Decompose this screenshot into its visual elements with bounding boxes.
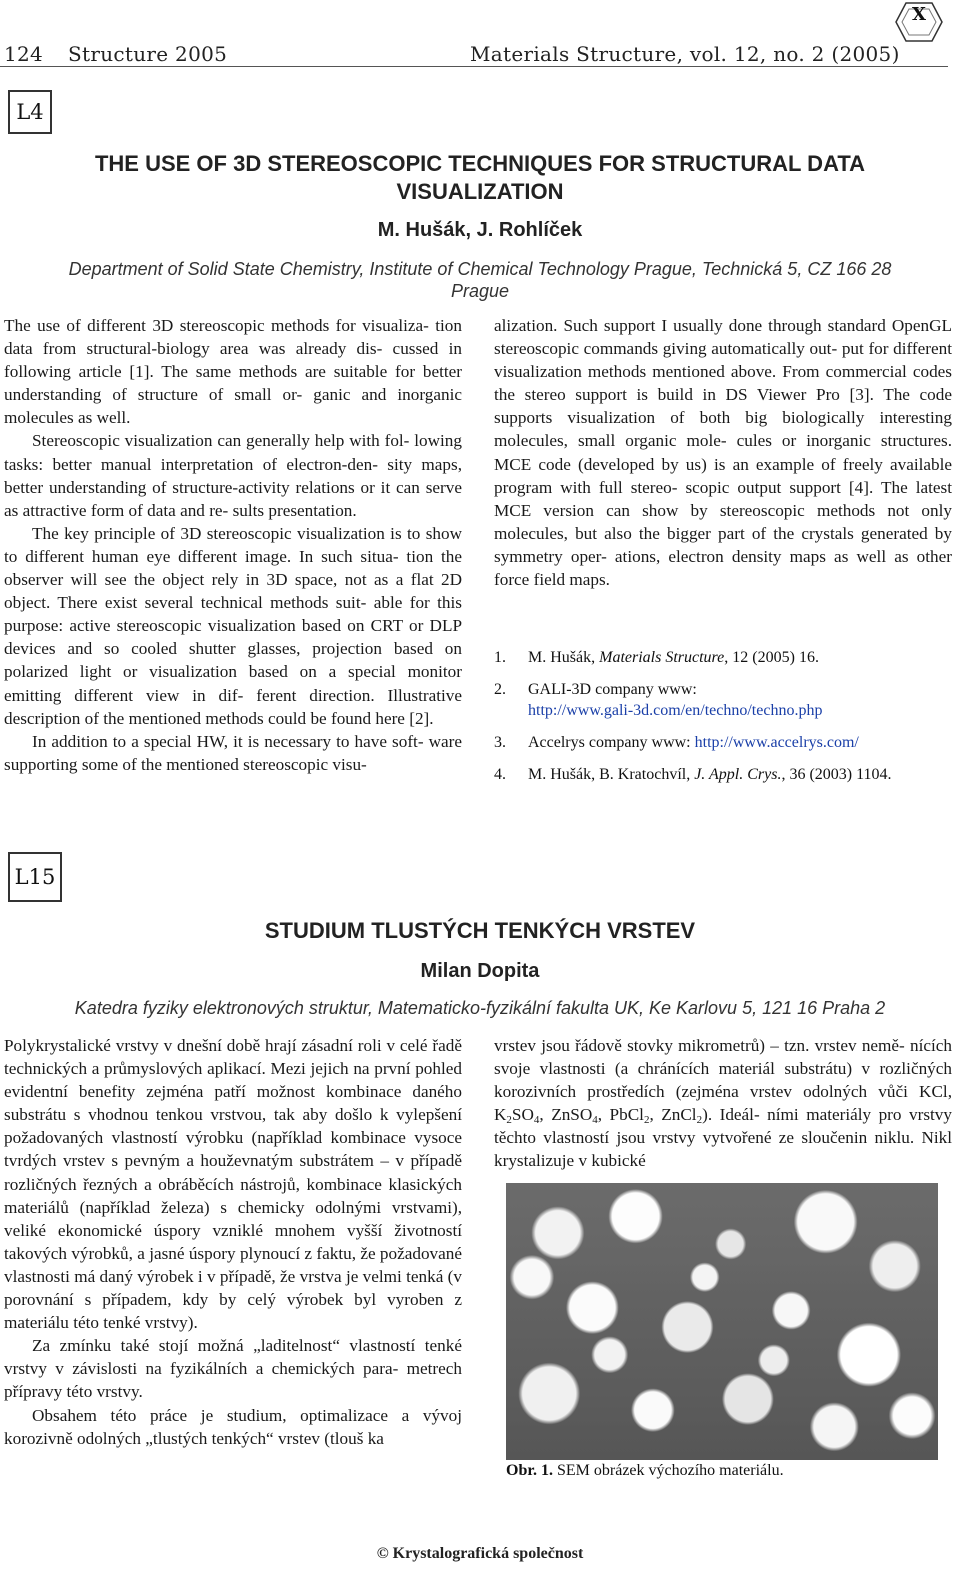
reference-link[interactable]: http://www.accelrys.com/	[694, 734, 859, 751]
reference-item	[494, 679, 952, 721]
reference-text: GALI-3D company www:	[528, 681, 697, 698]
paragraph: alization. Such support I usually done through standard OpenGL stereoscopic commands giving automatically out- put for different visualization methods mentioned above. From commercial codes the stereo support is build in DS Viewer Pro [3]. The code supports visualization of both big biologically interesting molecules, small organic mole- cules or inorganic structures. MCE code (developed by us) is an example of freely available program with full stereo- scopic output support [4]. The latest MCE version can show by stereoscopic methods not only molecules, but also the bigger part of the crystals generated by symmetry oper- ations, electron density maps as well as other force field maps.	[494, 316, 952, 590]
reference-journal: Materials Structure	[599, 649, 725, 666]
reference-list	[494, 647, 952, 796]
formula-text: , ZnCl	[649, 1105, 697, 1125]
article-authors: Milan Dopita	[420, 960, 540, 982]
conference-name: Structure 2005	[68, 42, 228, 66]
reference-text: Accelrys company www:	[528, 734, 695, 751]
article-left-column	[4, 1034, 462, 1450]
reference-item	[494, 764, 952, 785]
paragraph: Polykrystalické vrstvy v dnešní době hrají zásadní roli v celé řadě technických a průmyslových aplikací. Mezi jejich na první pohled evidentní benefity zejména patří možnost kombinace daného substrátu s vhodnou tenkou vrstvou, tak aby došlo k vylepšení požadovaných vlastností výrobku (například kombinace vysoce tvrdých vrstev s pevným a houževnatým substrátem – v případě rozličných řezných a obráběcích nástrojů, kombinace klasických materiálů (například železa) s chemicky odolnými vrstvami), veliké ekonomické úspory vzniklé mnohem vyšší životností takových výrobků, a jasné úspory plynoucí z faktu, že požadované vlastnosti má daný výrobek i v případě, že vrstva je velmi tenká (v porovnání s případem, kdy by celý výrobek byl vyroben z materiálu této tenké vrstvy).	[4, 1036, 462, 1333]
reference-journal: J. Appl. Crys.	[694, 766, 782, 783]
article-title	[0, 150, 960, 206]
abstract-label-box	[8, 90, 52, 134]
formula-subscript: 4	[533, 1114, 540, 1127]
formula-text: SO	[511, 1105, 534, 1125]
article-left-column	[4, 314, 462, 776]
page-number: 124	[4, 42, 44, 66]
article-right-column	[494, 1034, 952, 1173]
article-title: STUDIUM TLUSTÝCH TENKÝCH VRSTEV	[264, 918, 696, 943]
reference-text: , 12 (2005) 16.	[724, 649, 819, 666]
paragraph: Stereoscopic visualization can generally help with fol- lowing tasks: better manual interpretation of electron-den- sity maps, better understanding of structure-activity relations or it can serve as attractive form of data and re- sults presentation.	[4, 431, 462, 520]
caption-label: Obr. 1.	[506, 1462, 553, 1479]
reference-link[interactable]: http://www.gali-3d.com/en/techno/techno.php	[528, 702, 823, 719]
reference-text: M. Hušák, B. Kratochvíl,	[528, 766, 695, 783]
paragraph-text: ). Ideál- ními materiály pro vrstvy těchto vlastností jsou vrstvy vytvořené ze sloučenin niklu. Nikl krystalizuje v kubické	[494, 1105, 952, 1171]
journal-name: Materials Structure, vol. 12, no. 2 (2005)	[470, 42, 900, 66]
reference-item	[494, 732, 952, 753]
paragraph: The use of different 3D stereoscopic methods for visualiza- tion data from structural-biology area was already dis- cussed in following article [1]. The same methods are suitable for better understanding of structure of small or- ganic and inorganic molecules as well.	[4, 316, 462, 428]
reference-number: 4.	[494, 766, 506, 783]
paragraph	[494, 1034, 952, 1173]
formula-subscript: 2	[643, 1114, 650, 1127]
abstract-label-box	[8, 852, 62, 902]
reference-number: 3.	[494, 734, 506, 751]
figure-caption	[506, 1462, 784, 1480]
header-rule	[0, 66, 948, 67]
abstract-label: L15	[14, 865, 56, 889]
footer-copyright: © Krystalografická společnost	[376, 1545, 584, 1562]
article-title-line-1: THE USE OF 3D STEREOSCOPIC TECHNIQUES FOR STRUCTURAL DATA	[94, 151, 866, 176]
article-affiliation: Katedra fyziky elektronových struktur, Matematicko-fyzikální fakulta UK, Ke Karlovu 5, 121 16 Praha 2	[74, 998, 886, 1018]
article-right-column	[494, 314, 952, 591]
journal-logo	[892, 0, 946, 46]
affiliation-line-1: Department of Solid State Chemistry, Institute of Chemical Technology Prague, Technická 5, CZ 166 28	[68, 259, 892, 279]
paragraph: The key principle of 3D stereoscopic visualization is to show to different human eye different image. In such situa- tion the observer will see the object rely in 3D space, not as a flat 2D object. There exist several technical methods suit- able for this purpose: active stereoscopic visualization based on CRT or DLP devices and so cooled shutter glasses, projection based on polarized light or visualization based on a special monitor emitting different view in dif- ferent direction. Illustrative description of the mentioned methods could be found here [2].	[4, 523, 462, 728]
chemical-formulas	[506, 1105, 703, 1127]
article-affiliation	[0, 258, 960, 302]
sem-image	[506, 1183, 938, 1460]
formula-subscript: 2	[506, 1114, 512, 1127]
reference-text: , 36 (2003) 1104.	[781, 766, 892, 783]
formula-subscript: 2	[696, 1114, 703, 1127]
caption-text: SEM obrázek výchozího materiálu.	[552, 1462, 784, 1479]
reference-text: M. Hušák,	[528, 649, 600, 666]
logo-letter: X	[912, 4, 926, 25]
paragraph-text: vrstev jsou řádově stovky mikrometrů) – tzn. vrstev nemě- nících svoje vlastnosti (a chránících materiál substrátu) v rozličných korozivních prostředích (zejména vrstev odolných vůči KCl, K	[494, 1036, 952, 1125]
reference-item	[494, 647, 952, 668]
article-title-line-2: VISUALIZATION	[396, 179, 564, 204]
reference-number: 2.	[494, 681, 506, 698]
paragraph: In addition to a special HW, it is necessary to have soft- ware supporting some of the mentioned stereoscopic visu-	[4, 731, 462, 774]
formula-text: , ZnSO	[539, 1105, 593, 1125]
abstract-label: L4	[16, 100, 44, 124]
formula-text: , PbCl	[597, 1105, 644, 1125]
reference-number: 1.	[494, 649, 506, 666]
paragraph: Obsahem této práce je studium, optimalizace a vývoj korozivně odolných „tlustých tenkých“ vrstev (tlouš ka	[4, 1405, 462, 1448]
paragraph: Za zmínku také stojí možná „laditelnost“ vlastností tenké vrstvy v závislosti na fyzikálních a chemických para- metrech přípravy této vrstvy.	[4, 1336, 462, 1402]
affiliation-line-2: Prague	[450, 281, 510, 301]
formula-subscript: 4	[592, 1114, 598, 1127]
article-authors: M. Hušák, J. Rohlíček	[377, 219, 583, 241]
